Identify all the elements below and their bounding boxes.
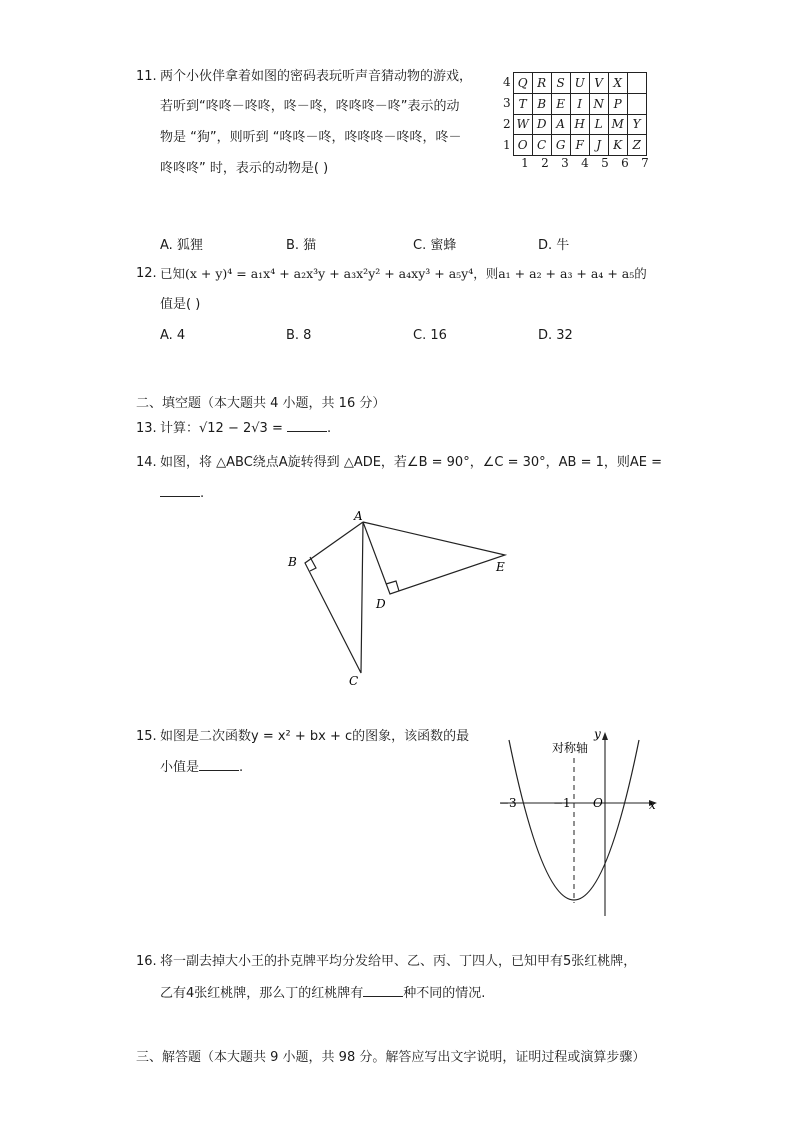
- q15-line1: 如图是二次函数y = x² + bx + c的图象，该函数的最: [160, 729, 470, 744]
- grid-row-label: 4: [503, 75, 511, 89]
- point-label-c: C: [349, 674, 359, 688]
- q11-option-b[interactable]: B. 猫: [286, 238, 317, 253]
- grid-cell: A: [551, 114, 570, 135]
- grid-col-label: 5: [601, 156, 609, 170]
- point-label-a: A: [354, 509, 363, 523]
- grid-cell: I: [570, 93, 589, 114]
- section-heading-fill-in: 二、填空题（本大题共 4 小题，共 16 分）: [136, 396, 386, 411]
- q15-end: .: [239, 760, 244, 775]
- grid-cell: T: [513, 93, 532, 114]
- grid-cell: G: [551, 135, 570, 156]
- section-heading-solve: 三、解答题（本大题共 9 小题，共 98 分。解答应写出文字说明，证明过程或演算步骤）: [136, 1050, 646, 1065]
- q14-answer-blank[interactable]: [160, 484, 200, 497]
- grid-cell: [627, 73, 646, 94]
- q15-line2: 小值是: [160, 760, 200, 775]
- grid-cell: X: [608, 73, 627, 94]
- q11-line4: 咚咚咚” 时，表示的动物是( ): [160, 161, 329, 176]
- q12-option-c[interactable]: C. 16: [413, 328, 447, 343]
- point-label-d: D: [376, 597, 386, 611]
- grid-col-label: 4: [581, 156, 589, 170]
- q11-number: 11.: [136, 69, 157, 84]
- y-axis-label: y: [594, 728, 601, 741]
- q15-number: 15.: [136, 729, 157, 744]
- q11-line1: 两个小伙伴拿着如图的密码表玩听声音猜动物的游戏，: [160, 69, 473, 84]
- symmetry-axis-label: 对称轴: [552, 741, 589, 755]
- q14-number: 14.: [136, 455, 157, 470]
- grid-row-label: 1: [503, 138, 511, 152]
- q16-number: 16.: [136, 954, 157, 969]
- grid-cell: H: [570, 114, 589, 135]
- q14-end: .: [200, 486, 205, 501]
- grid-col-label: 1: [521, 156, 529, 170]
- q14-line2: [160, 483, 204, 505]
- q12-option-b[interactable]: B. 8: [286, 328, 312, 343]
- grid-row-label: 2: [503, 117, 511, 131]
- grid-cell: R: [532, 73, 551, 94]
- q16-line2-wrap: [160, 983, 485, 1005]
- grid-row-label: 3: [503, 96, 511, 110]
- grid-cell: Q: [513, 73, 532, 94]
- y-axis-arrow: [602, 732, 608, 740]
- grid-table: [513, 72, 647, 156]
- grid-cell: [627, 93, 646, 114]
- q12-line2: 值是( ): [160, 297, 201, 312]
- grid-cell: O: [513, 135, 532, 156]
- grid-cell: Z: [627, 135, 646, 156]
- q16-line2: 乙有4张红桃牌，那么丁的红桃牌有: [160, 986, 364, 1001]
- q15-parabola-figure: [495, 728, 670, 923]
- q11-option-a[interactable]: A. 狐狸: [160, 238, 203, 253]
- q15-answer-blank[interactable]: [199, 758, 239, 771]
- grid-cell: S: [551, 73, 570, 94]
- grid-col-label: 6: [621, 156, 629, 170]
- right-angle-mark-b: [310, 557, 316, 571]
- origin-label: O: [593, 796, 603, 810]
- grid-cell: C: [532, 135, 551, 156]
- triangle-ade: [363, 522, 505, 594]
- grid-cell: U: [570, 73, 589, 94]
- q12-option-d[interactable]: D. 32: [538, 328, 573, 343]
- q13-body: [160, 418, 331, 440]
- q16-line2b: 种不同的情况.: [403, 986, 486, 1001]
- tick-label-neg3: −3: [499, 796, 517, 810]
- grid-cell: K: [608, 135, 627, 156]
- point-label-e: E: [496, 560, 505, 574]
- grid-cell: D: [532, 114, 551, 135]
- grid-cell: Y: [627, 114, 646, 135]
- q15-line2-wrap: [160, 757, 243, 779]
- q11-option-c[interactable]: C. 蜜蜂: [413, 238, 457, 253]
- grid-cell: V: [589, 73, 608, 94]
- grid-cell: M: [608, 114, 627, 135]
- q11-line3: 物是 “狗”，则听到 “咚咚－咚，咚咚咚－咚咚，咚－: [160, 130, 462, 145]
- q13-end: .: [326, 421, 332, 436]
- grid-cell: B: [532, 93, 551, 114]
- grid-cell: N: [589, 93, 608, 114]
- grid-cell: E: [551, 93, 570, 114]
- q14-line1: 如图，将 △ABC绕点A旋转得到 △ADE，若∠B = 90°，∠C = 30°，AB = 1，则AE =: [160, 455, 663, 470]
- tick-label-neg1: −1: [553, 796, 571, 810]
- q16-line1: 将一副去掉大小王的扑克牌平均分发给甲、乙、丙、丁四人，已知甲有5张红桃牌，: [160, 954, 637, 969]
- triangle-abc: [305, 522, 363, 673]
- q11-line2: 若听到“咚咚－咚咚，咚－咚，咚咚咚－咚”表示的动: [160, 99, 460, 114]
- q12-option-a[interactable]: A. 4: [160, 328, 186, 343]
- q12-number: 12.: [136, 266, 157, 281]
- q16-answer-blank[interactable]: [363, 984, 403, 997]
- grid-col-labels: [515, 156, 655, 170]
- grid-cell: P: [608, 93, 627, 114]
- q13-text: 计算：√12 − 2√3 =: [160, 421, 287, 436]
- point-label-b: B: [288, 555, 297, 569]
- q13-number: 13.: [136, 421, 157, 436]
- q11-option-d[interactable]: D. 牛: [538, 238, 570, 253]
- grid-col-label: 3: [561, 156, 569, 170]
- x-axis-label: x: [649, 798, 656, 812]
- grid-col-label: 2: [541, 156, 549, 170]
- cipher-grid: [503, 72, 655, 170]
- q12-line1: 已知(x + y)⁴ = a₁x⁴ + a₂x³y + a₃x²y² + a₄xy³ + a₅y⁴，则a₁ + a₂ + a₃ + a₄ + a₅的: [160, 266, 647, 281]
- grid-col-label: 7: [641, 156, 649, 170]
- grid-cell: W: [513, 114, 532, 135]
- grid-cell: J: [589, 135, 608, 156]
- q13-answer-blank[interactable]: [287, 419, 327, 432]
- q14-triangle-figure: [280, 505, 520, 690]
- grid-cell: F: [570, 135, 589, 156]
- grid-cell: L: [589, 114, 608, 135]
